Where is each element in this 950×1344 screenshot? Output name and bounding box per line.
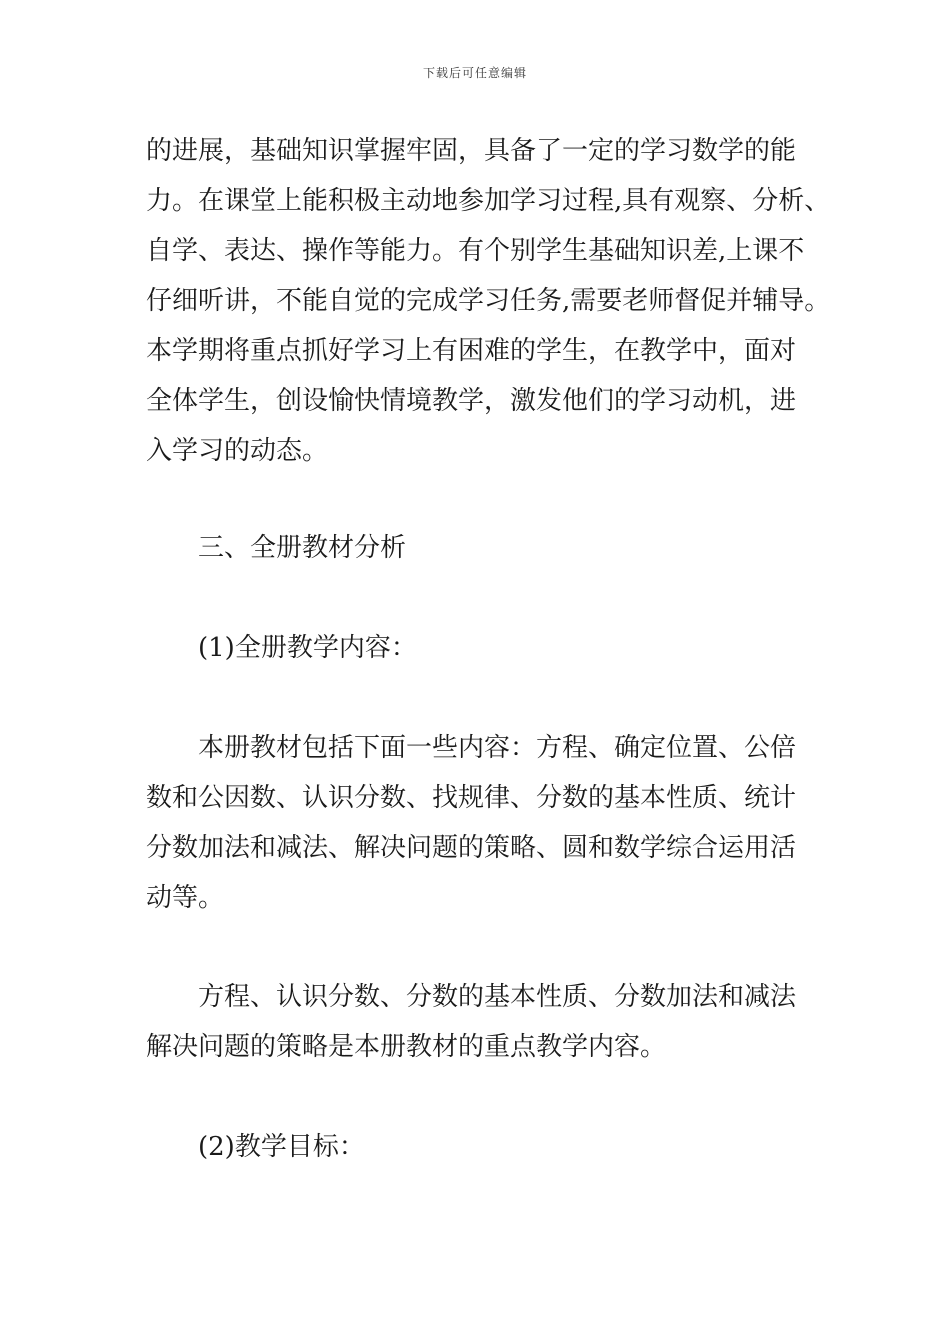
text-line: 全体学生，创设愉快情境教学，激发他们的学习动机，进 — [146, 386, 797, 416]
text-line: 动等。 — [146, 883, 225, 913]
text-line: 入学习的动态。 — [146, 436, 329, 466]
text-line: 分数加法和减法、解决问题的策略、圆和数学综合运用活 — [146, 833, 797, 863]
text-line: 力。在课堂上能积极主动地参加学习过程,具有观察、分析、 — [146, 186, 831, 216]
text-line: 本册教材包括下面一些内容：方程、确定位置、公倍 — [198, 733, 797, 763]
text-line: 数和公因数、认识分数、找规律、分数的基本性质、统计 — [146, 783, 797, 813]
paragraph-textbook-content — [146, 723, 808, 923]
text-line: 本学期将重点抓好学习上有困难的学生，在教学中，面对 — [146, 336, 797, 366]
text-line: 自学、表达、操作等能力。有个别学生基础知识差,上课不 — [146, 236, 805, 266]
text-line: 仔细听讲，不能自觉的完成学习任务,需要老师督促并辅导。 — [146, 286, 831, 316]
section-heading — [198, 523, 860, 573]
page-header: 下载后可任意编辑 — [422, 66, 527, 80]
paragraph-student-analysis — [146, 126, 831, 476]
subheading-text: (2)教学目标： — [198, 1132, 365, 1162]
subheading-content — [198, 623, 860, 673]
subheading-text: (1)全册教学内容： — [198, 633, 417, 663]
text-line: 解决问题的策略是本册教材的重点教学内容。 — [146, 1032, 667, 1062]
subheading-goals — [198, 1122, 860, 1172]
text-line: 方程、认识分数、分数的基本性质、分数加法和减法 — [198, 982, 797, 1012]
paragraph-key-content — [146, 972, 808, 1072]
heading-text: 三、全册教材分析 — [198, 533, 407, 563]
text-line: 的进展，基础知识掌握牢固，具备了一定的学习数学的能 — [146, 136, 797, 166]
